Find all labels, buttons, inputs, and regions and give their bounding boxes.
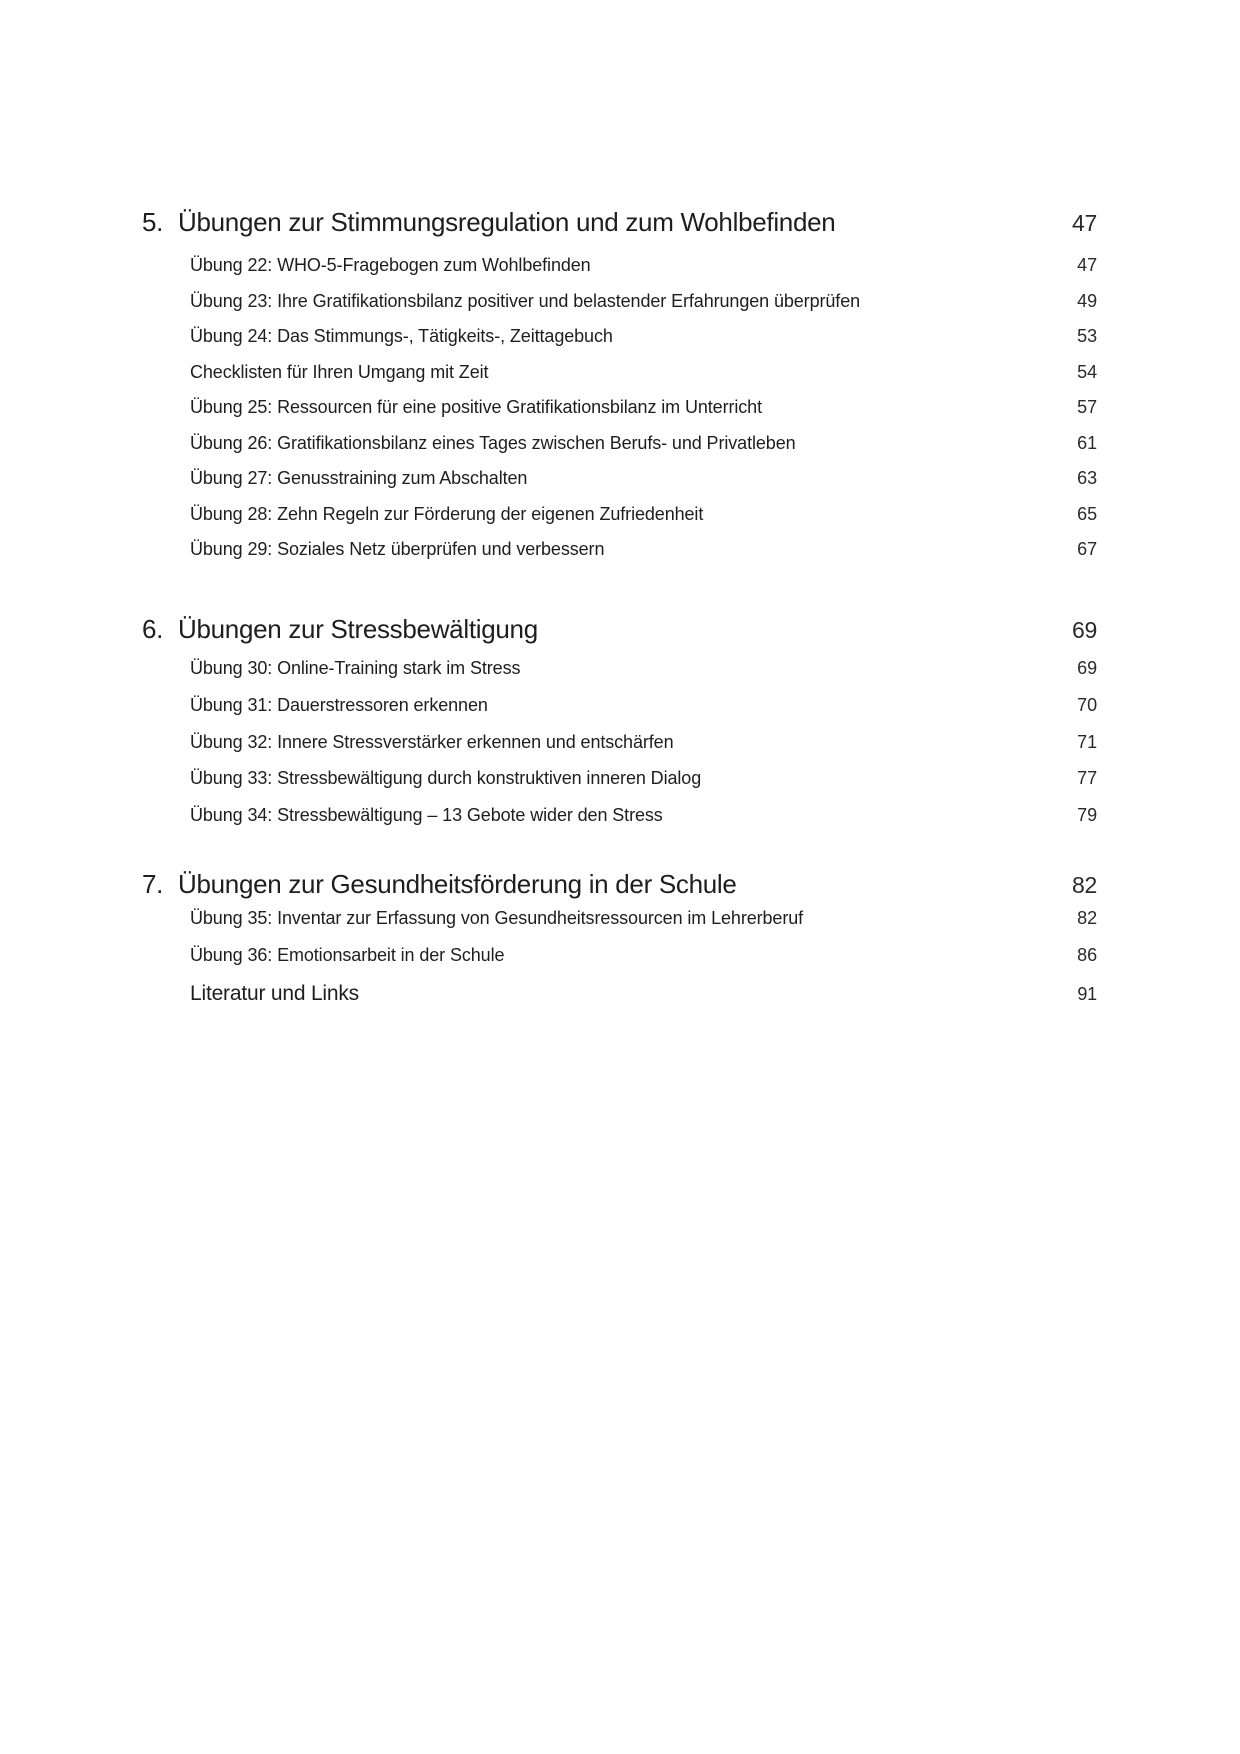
toc-entry-label: Literatur und Links xyxy=(190,982,359,1005)
section-page-number: 82 xyxy=(1072,872,1097,898)
toc-entry-page-number: 63 xyxy=(1077,468,1097,488)
toc-entry-page-number: 77 xyxy=(1077,768,1097,788)
toc-entry-label: Übung 28: Zehn Regeln zur Förderung der eigenen Zufriedenheit xyxy=(190,504,704,524)
toc-entry-label: Übung 30: Online-Training stark im Stress xyxy=(190,658,521,678)
section-title: Übungen zur Gesundheitsförderung in der Schule xyxy=(178,869,737,899)
toc-entry-label: Übung 26: Gratifikationsbilanz eines Tages zwischen Berufs- und Privatleben xyxy=(190,433,796,453)
toc-entry-page-number: 82 xyxy=(1077,908,1097,928)
toc-entry-page-number: 57 xyxy=(1077,397,1097,417)
toc-entry-label: Übung 34: Stressbewältigung – 13 Gebote wider den Stress xyxy=(190,805,663,825)
toc-entry-page-number: 71 xyxy=(1077,732,1097,752)
toc-entry-label: Übung 29: Soziales Netz überprüfen und verbessern xyxy=(190,539,605,559)
toc-entry-page-number: 91 xyxy=(1077,984,1097,1004)
toc-entry-label: Übung 22: WHO-5-Fragebogen zum Wohlbefinden xyxy=(190,255,591,275)
toc-entry xyxy=(142,291,1097,312)
toc-entry-label: Übung 33: Stressbewältigung durch konstruktiven inneren Dialog xyxy=(190,768,702,788)
toc-entry xyxy=(142,539,1097,560)
toc-entry-label: Checklisten für Ihren Umgang mit Zeit xyxy=(190,362,489,382)
section-number: 5. xyxy=(142,207,164,237)
toc-entry-label: Übung 36: Emotionsarbeit in der Schule xyxy=(190,945,505,965)
toc-entry-label: Übung 23: Ihre Gratifikationsbilanz positiver und belastender Erfahrungen überprüfen xyxy=(190,291,861,311)
toc-section-heading xyxy=(142,207,1097,238)
toc-entry xyxy=(142,732,1097,753)
toc-entry-label: Übung 27: Genusstraining zum Abschalten xyxy=(190,468,528,488)
section-title: Übungen zur Stimmungsregulation und zum Wohlbefinden xyxy=(178,207,836,237)
section-page-number: 69 xyxy=(1072,617,1097,643)
toc-entry xyxy=(142,908,1097,929)
toc-entry xyxy=(142,658,1097,679)
section-page-number: 47 xyxy=(1072,210,1097,236)
section-number: 7. xyxy=(142,869,164,899)
toc-section-heading xyxy=(142,869,1097,900)
toc-entry-page-number: 65 xyxy=(1077,504,1097,524)
toc-entry-page-number: 67 xyxy=(1077,539,1097,559)
toc-entry xyxy=(142,433,1097,454)
section-number: 6. xyxy=(142,614,164,644)
toc-entry-label: Übung 25: Ressourcen für eine positive Gratifikationsbilanz im Unterricht xyxy=(190,397,762,417)
toc-entry xyxy=(142,362,1097,383)
toc-entry xyxy=(142,397,1097,418)
section-title: Übungen zur Stressbewältigung xyxy=(178,614,538,644)
toc-entry-page-number: 47 xyxy=(1077,255,1097,275)
toc-entry-page-number: 79 xyxy=(1077,805,1097,825)
toc-entry-label: Übung 31: Dauerstressoren erkennen xyxy=(190,695,488,715)
toc-entry xyxy=(142,695,1097,716)
toc-entry-page-number: 86 xyxy=(1077,945,1097,965)
toc-section-heading xyxy=(142,614,1097,645)
toc-entry-page-number: 69 xyxy=(1077,658,1097,678)
toc-entry xyxy=(142,945,1097,966)
toc-entry-page-number: 54 xyxy=(1077,362,1097,382)
toc-entry-page-number: 53 xyxy=(1077,326,1097,346)
toc-entry xyxy=(142,255,1097,276)
toc-entry-page-number: 61 xyxy=(1077,433,1097,453)
toc-entry xyxy=(142,468,1097,489)
toc-entry-page-number: 49 xyxy=(1077,291,1097,311)
toc-entry xyxy=(142,768,1097,789)
toc-entry xyxy=(142,504,1097,525)
toc-entry xyxy=(142,805,1097,826)
toc-entry-literatur xyxy=(142,982,1097,1006)
toc-entry xyxy=(142,326,1097,347)
toc-entry-label: Übung 32: Innere Stressverstärker erkennen und entschärfen xyxy=(190,732,674,752)
toc-entry-label: Übung 35: Inventar zur Erfassung von Gesundheitsressourcen im Lehrerberuf xyxy=(190,908,804,928)
toc-entry-page-number: 70 xyxy=(1077,695,1097,715)
toc-entry-label: Übung 24: Das Stimmungs-, Tätigkeits-, Zeittagebuch xyxy=(190,326,613,346)
